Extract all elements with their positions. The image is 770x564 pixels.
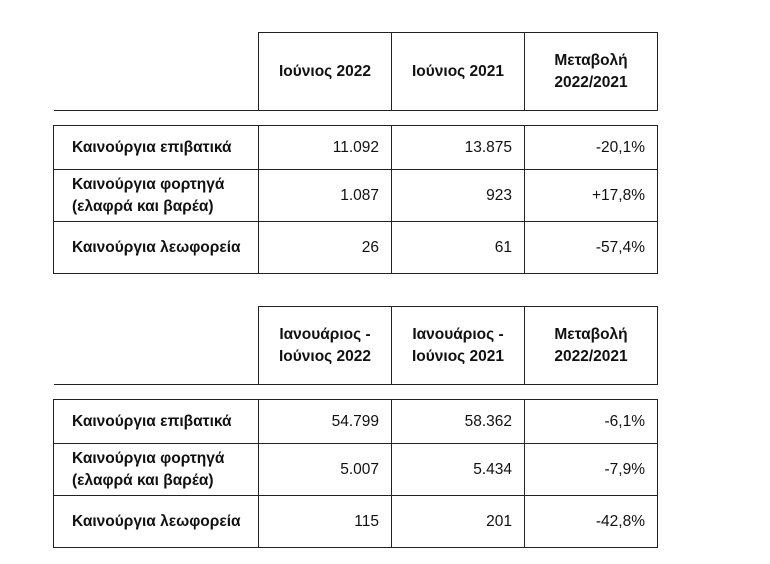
column-header-change: Μεταβολή 2022/2021	[525, 307, 658, 385]
table-row	[54, 170, 658, 222]
jan-jun-registrations-table	[53, 306, 658, 548]
row-label-trucks: Καινούργια φορτηγά (ελαφρά και βαρέα)	[54, 444, 259, 496]
row-label-passenger-cars: Καινούργια επιβατικά	[54, 400, 259, 444]
table-row	[54, 222, 658, 274]
row-label-buses: Καινούργια λεωφορεία	[54, 496, 259, 548]
value-2022: 11.092	[259, 126, 392, 170]
spacer-row	[54, 111, 658, 126]
corner-cell	[54, 33, 259, 111]
value-change: -42,8%	[525, 496, 658, 548]
column-header-jan-jun-2022: Ιανουάριος - Ιούνιος 2022	[259, 307, 392, 385]
value-2022: 1.087	[259, 170, 392, 222]
header-row	[54, 307, 658, 385]
column-header-june-2021: Ιούνιος 2021	[392, 33, 525, 111]
column-header-jan-jun-2021: Ιανουάριος - Ιούνιος 2021	[392, 307, 525, 385]
value-2021: 61	[392, 222, 525, 274]
column-header-june-2022: Ιούνιος 2022	[259, 33, 392, 111]
value-2022: 54.799	[259, 400, 392, 444]
value-2022: 115	[259, 496, 392, 548]
spacer-row	[54, 385, 658, 400]
table-row	[54, 496, 658, 548]
value-change: -6,1%	[525, 400, 658, 444]
june-registrations-table	[53, 32, 658, 274]
column-header-change: Μεταβολή 2022/2021	[525, 33, 658, 111]
value-2021: 201	[392, 496, 525, 548]
row-label-trucks: Καινούργια φορτηγά (ελαφρά και βαρέα)	[54, 170, 259, 222]
row-label-buses: Καινούργια λεωφορεία	[54, 222, 259, 274]
value-2021: 5.434	[392, 444, 525, 496]
value-2021: 58.362	[392, 400, 525, 444]
value-2021: 923	[392, 170, 525, 222]
value-change: +17,8%	[525, 170, 658, 222]
value-2022: 5.007	[259, 444, 392, 496]
corner-cell	[54, 307, 259, 385]
value-2021: 13.875	[392, 126, 525, 170]
value-change: -57,4%	[525, 222, 658, 274]
header-row	[54, 33, 658, 111]
value-change: -20,1%	[525, 126, 658, 170]
value-change: -7,9%	[525, 444, 658, 496]
table-row	[54, 400, 658, 444]
table-row	[54, 444, 658, 496]
value-2022: 26	[259, 222, 392, 274]
row-label-passenger-cars: Καινούργια επιβατικά	[54, 126, 259, 170]
table-row	[54, 126, 658, 170]
